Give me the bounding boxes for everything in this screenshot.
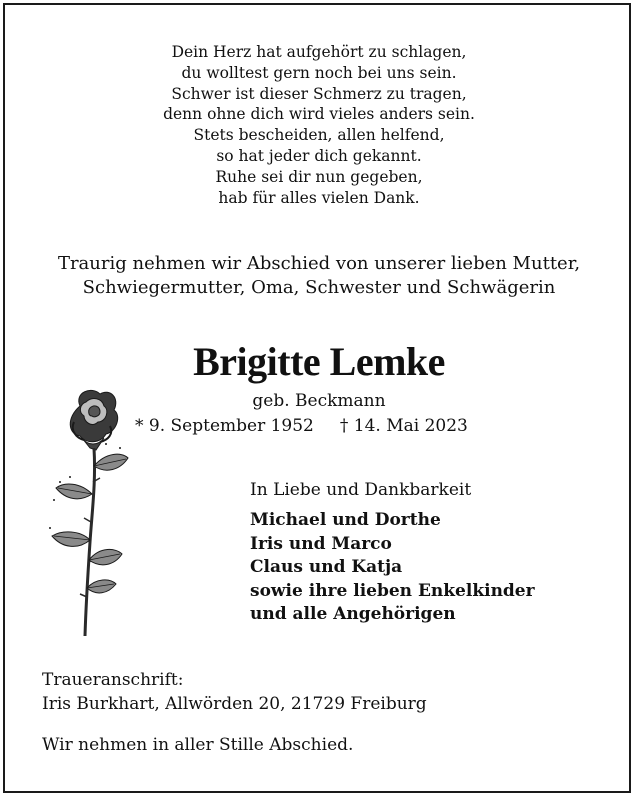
memorial-poem bbox=[0, 42, 638, 208]
intro-line: Traurig nehmen wir Abschied von unserer lieben Mutter, bbox=[57, 253, 581, 274]
poem-line: so hat jeder dich gekannt. bbox=[216, 146, 422, 165]
mourners-list bbox=[250, 509, 535, 627]
poem-line: hab für alles vielen Dank. bbox=[218, 188, 420, 207]
mourners-heading: In Liebe und Dankbarkeit bbox=[250, 480, 472, 500]
closing-line: Wir nehmen in aller Stille Abschied. bbox=[42, 735, 354, 755]
address-value: Iris Burkhart, Allwörden 20, 21729 Freiburg bbox=[42, 694, 427, 714]
death-date: † 14. Mai 2023 bbox=[339, 416, 468, 436]
poem-line: du wolltest gern noch bei uns sein. bbox=[181, 63, 457, 82]
poem-line: Ruhe sei dir nun gegeben, bbox=[215, 167, 423, 186]
mourner-line: Michael und Dorthe bbox=[250, 510, 441, 530]
rose-icon bbox=[40, 382, 136, 642]
mourner-line: Claus und Katja bbox=[250, 557, 403, 577]
address-label: Traueranschrift: bbox=[42, 670, 184, 690]
mourning-address bbox=[42, 668, 427, 716]
farewell-intro bbox=[0, 252, 638, 300]
deceased-name: Brigitte Lemke bbox=[193, 339, 445, 384]
mourner-line: sowie ihre lieben Enkelkinder bbox=[250, 580, 535, 601]
mourner-line: Iris und Marco bbox=[250, 533, 392, 554]
poem-line: Schwer ist dieser Schmerz zu tragen, bbox=[171, 84, 467, 103]
birth-date: * 9. September 1952 bbox=[135, 416, 314, 436]
poem-line: denn ohne dich wird vieles anders sein. bbox=[163, 105, 475, 124]
intro-line: Schwiegermutter, Oma, Schwester und Schwägerin bbox=[82, 277, 556, 298]
maiden-name: geb. Beckmann bbox=[252, 391, 386, 411]
poem-line: Dein Herz hat aufgehört zu schlagen, bbox=[171, 43, 467, 61]
poem-line: Stets bescheiden, allen helfend, bbox=[193, 126, 445, 145]
mourner-line: und alle Angehörigen bbox=[250, 604, 456, 624]
life-dates bbox=[135, 414, 468, 438]
